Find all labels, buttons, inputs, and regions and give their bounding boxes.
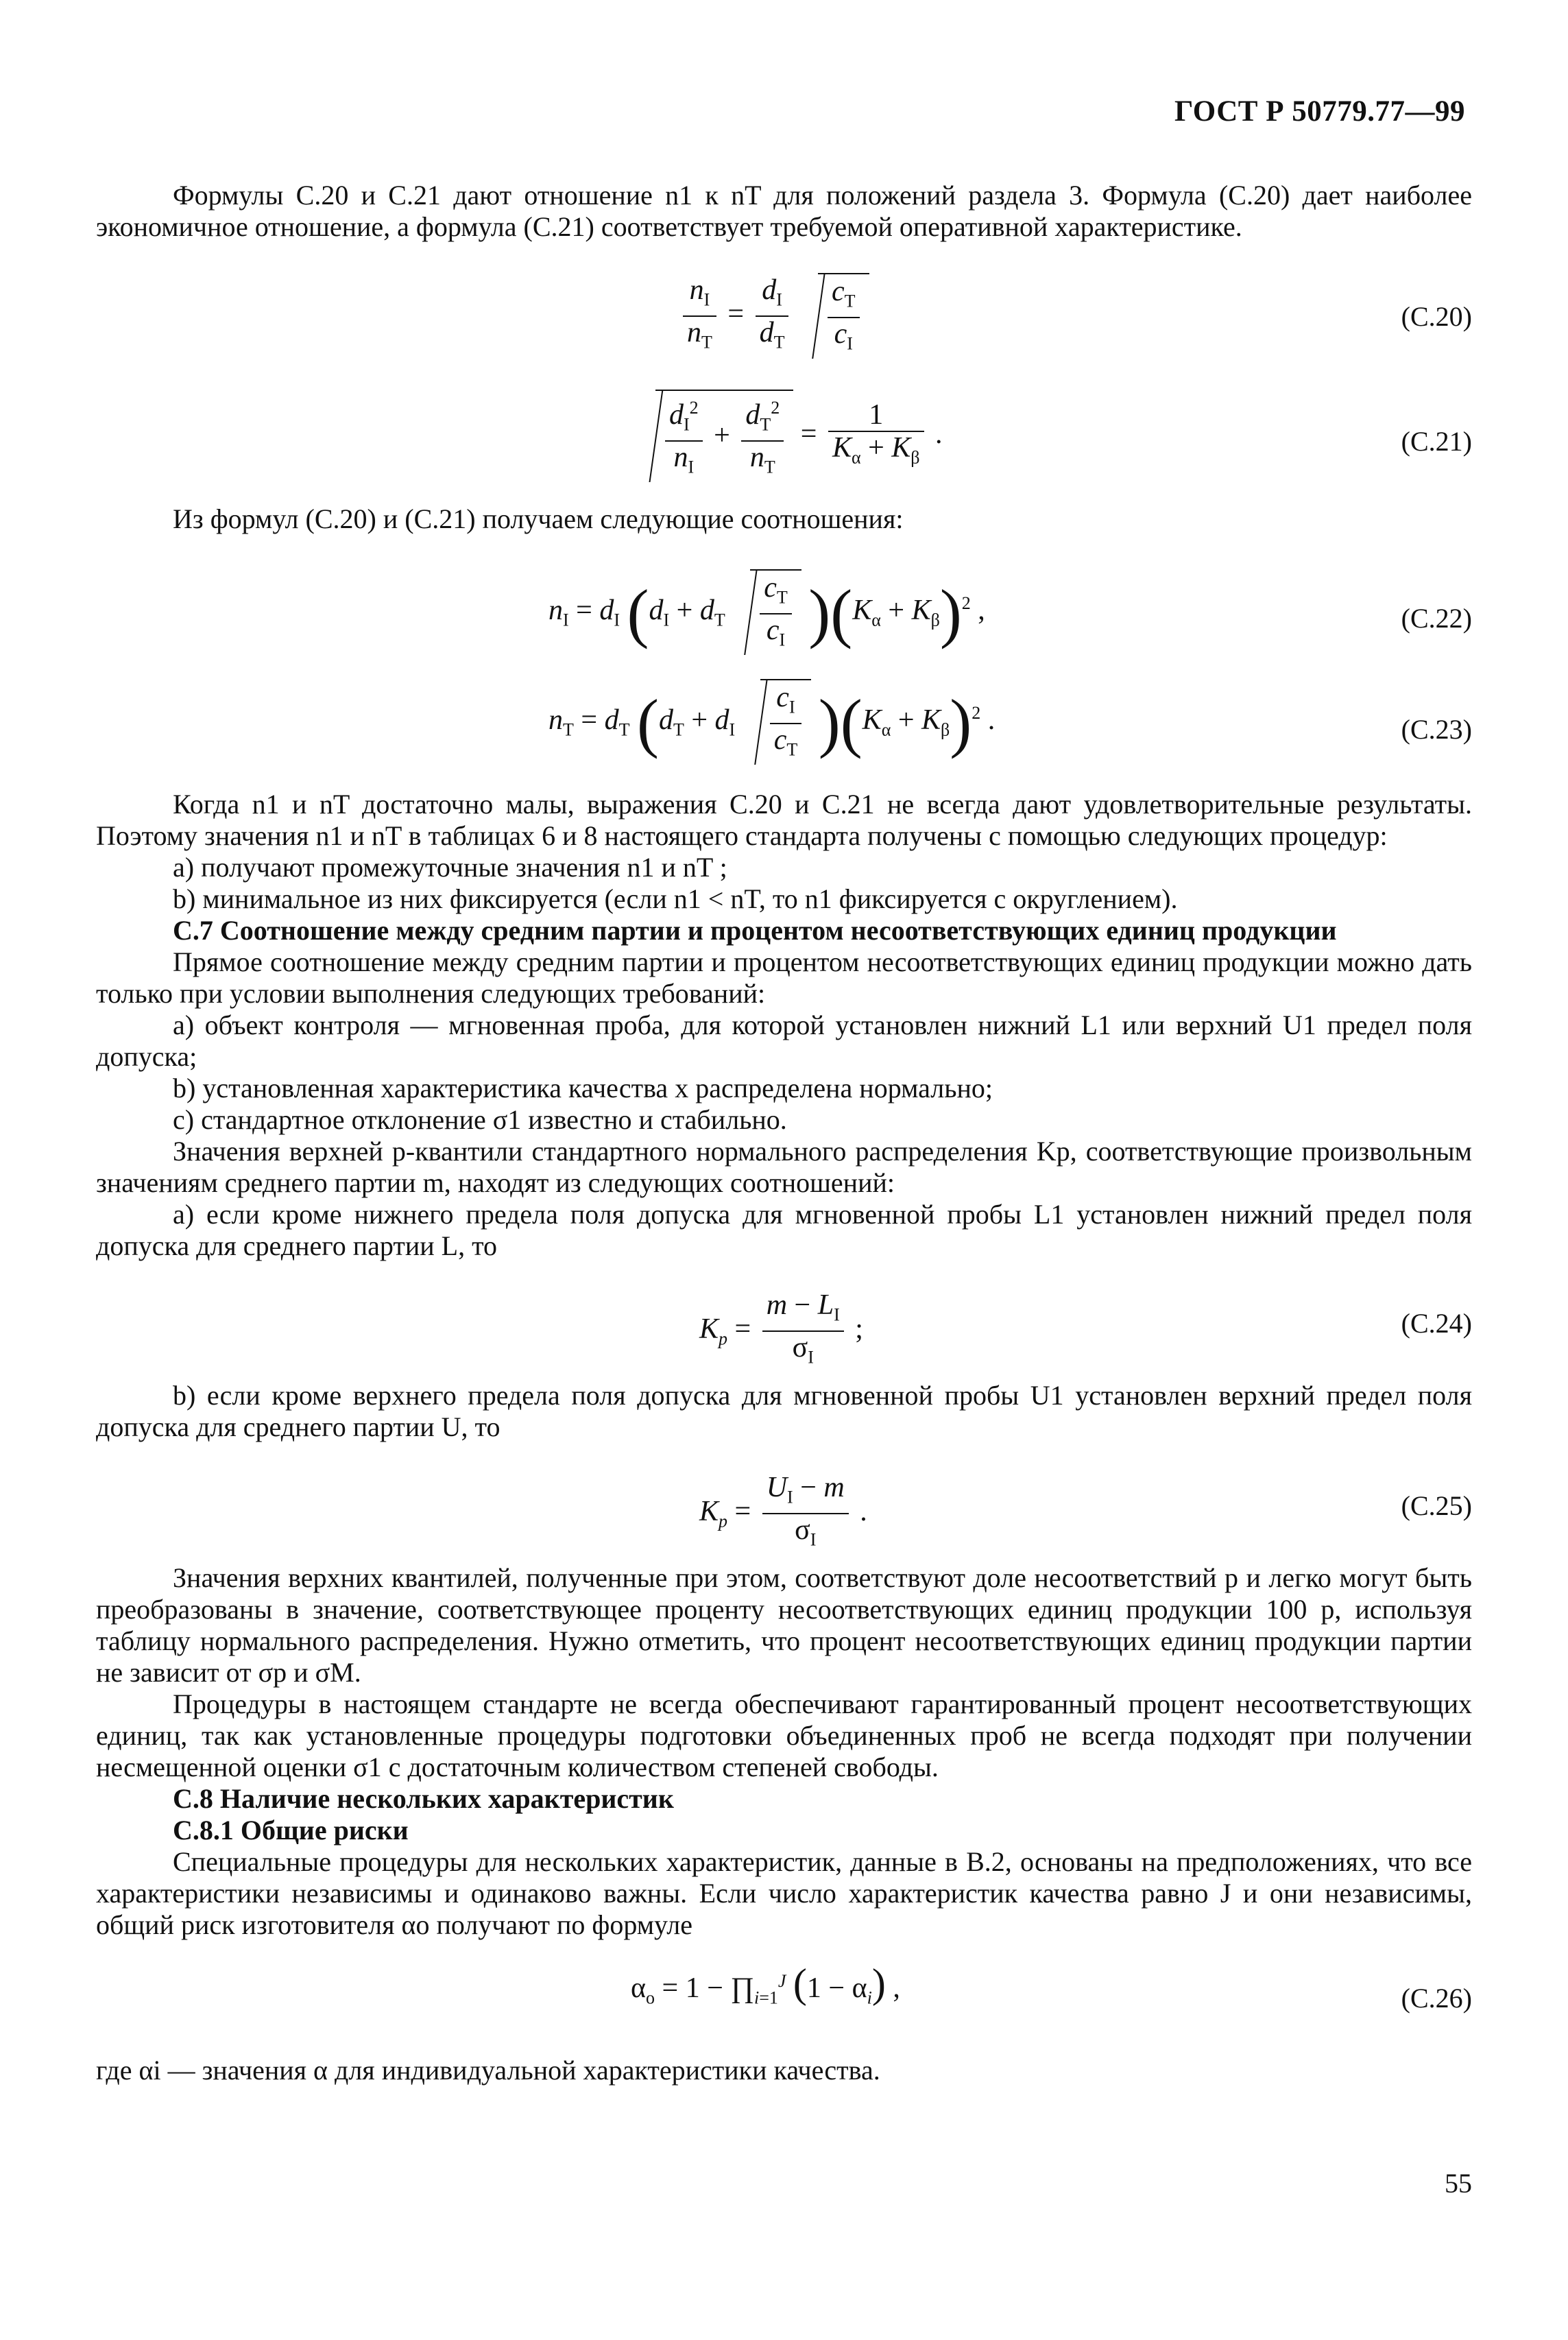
section-heading-c7: С.7 Соотношение между средним партии и процентом несоответствующих единиц продукции [173,915,1337,946]
list-item: c) стандартное отклонение σ1 известно и стабильно. [173,1104,787,1135]
paragraph-quantile: Значения верхней p-квантили стандартного нормального распределения Kp, соответствующие произвольным значениям среднего партии m, находят из следующих соотношений: [96,1136,1472,1198]
paragraph-intro: Формулы С.20 и С.21 дают отношение n1 к nT для положений раздела 3. Формула (С.20) дает наиболее экономичное отношение, а формула (С.21) соответствует требуемой оперативной характеристике. [96,180,1472,242]
formula-c21: $\frac{d_I^2}{n_I}$ + $\frac{d_T^2}{n_T}$ = $\frac{1}{K_\alpha + K_\beta}$ . [638,390,943,483]
list-item: b) минимальное из них фиксируется (если n1 < nT, то n1 фиксируется с округлением). [173,883,1178,914]
paragraph-procedures: Процедуры в настоящем стандарте не всегда обеспечивают гарантированный процент несоответствующих единиц, так как установленные процедуры подготовки объединенных проб не всегда подходят при получении несмещенной оценки σ1 с достаточным количеством степеней свободы. [96,1688,1472,1782]
formula-c22: $n_I = d_I$ ($d_I + d_T$ $\frac{c_T}{c_I}$ )$(K_\alpha + K_\beta)^2$ , [548,569,985,656]
equation-number: (С.23) [1401,714,1472,745]
formula-c25: $K_p$ = $\frac{U_I - m}{\sigma_I}$ . [699,1472,867,1550]
document-header: ГОСТ Р 50779.77—99 [1174,95,1465,128]
equation-number: (С.21) [1401,426,1472,457]
equation-number: (С.20) [1401,301,1472,332]
paragraph-c7-intro: Прямое соотношение между средним партии и процентом несоответствующих единиц продукции можно дать только при условии выполнения следующих требований: [96,946,1472,1009]
paragraph-derive: Из формул (С.20) и (С.21) получаем следующие соотношения: [173,503,904,534]
page-number: 55 [1445,2168,1472,2199]
formula-c20: $\frac{n_I}{n_T}$ = $\frac{d_I}{d_T}$ $\frac{c_T}{c_I}$ [679,273,869,360]
formula-c23: $n_T = d_T$ ($d_T + d_I$ $\frac{c_I}{c_T}$ )$(K_\alpha + K_\beta)^2$ . [548,679,995,766]
paragraph-general-risks: Специальные процедуры для нескольких характеристик, данные в В.2, основаны на предположениях, что все характеристики независимы и одинаково важны. Если число характеристик качества равно J и они независимы, общий риск изготовителя αo получают по формуле [96,1846,1472,1940]
equation-number: (С.24) [1401,1308,1472,1339]
formula-c24: $K_p$ = $\frac{m - L_I}{\sigma_I}$ ; [699,1289,863,1368]
list-item: a) получают промежуточные значения n1 и nT ; [173,852,727,883]
paragraph-small-n: Когда n1 и nT достаточно малы, выражения С.20 и С.21 не всегда дают удовлетворительные результаты. Поэтому значения n1 и nT в таблицах 6 и 8 настоящего стандарта получены с помощью следующих процедур: [96,789,1472,851]
paragraph-alpha-definition: где αi — значения α для индивидуальной характеристики качества. [96,2055,880,2086]
section-heading-c81: С.8.1 Общие риски [173,1815,409,1846]
equation-number: (С.22) [1401,603,1472,634]
equation-number: (С.25) [1401,1490,1472,1521]
list-item: b) установленная характеристика качества x распределена нормально; [173,1073,993,1103]
section-heading-c8: С.8 Наличие нескольких характеристик [173,1783,674,1814]
list-item: b) если кроме верхнего предела поля допуска для мгновенной пробы U1 установлен верхний предел поля допуска для среднего партии U, то [96,1380,1472,1442]
paragraph-quantile-values: Значения верхних квантилей, полученные при этом, соответствуют доле несоответствий p и легко могут быть преобразованы в значение, соответствующее проценту несоответствующих единиц продукции 100 p, используя таблицу нормального распределения. Нужно отметить, что процент несоответствующих единиц продукции партии не зависит от σp и σM. [96,1562,1472,1688]
equation-number: (С.26) [1401,1983,1472,2014]
list-item: a) если кроме нижнего предела поля допуска для мгновенной пробы L1 установлен нижний предел поля допуска для среднего партии L, то [96,1199,1472,1261]
formula-c26: $\alpha_o = 1$ − $\prod_{i=1}^J$ $(1 - \alpha_i)$ , [631,1961,900,2008]
list-item: a) объект контроля — мгновенная проба, для которой установлен нижний L1 или верхний U1 предел поля допуска; [96,1010,1472,1072]
